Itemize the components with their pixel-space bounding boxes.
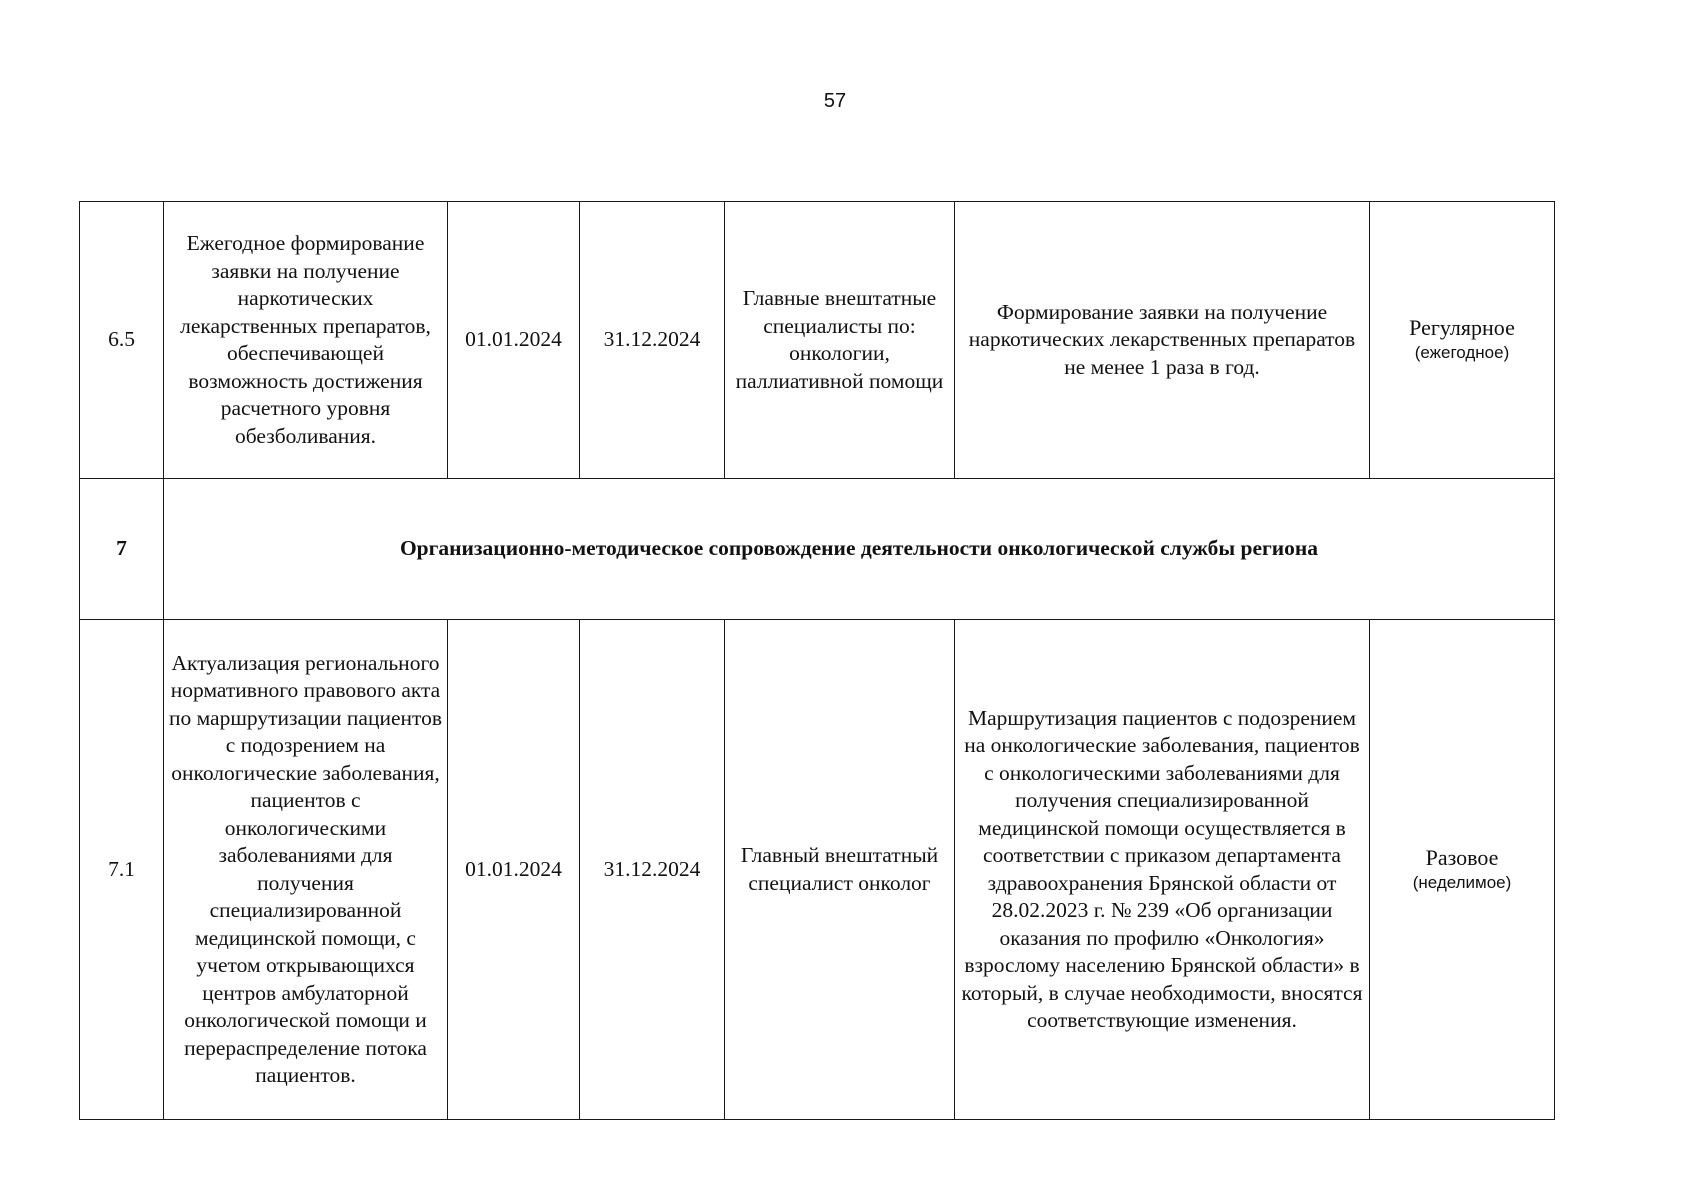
result-cell: Маршрутизация пациентов с подозрением на онкологические заболевания, пациентов с онкологическими заболеваниями для получения специализированной медицинской помощи осуществляется в соответствии с приказом департамента здравоохранения Брянской области от 28.02.2023 г. № 239 «Об организации оказания по профилю «Онкология» взрослому населению Брянской области» в который, в случае необходимости, вносятся соответствующие изменения.	[955, 620, 1370, 1120]
end-date-cell: 31.12.2024	[580, 620, 725, 1120]
frequency-label: Регулярное	[1409, 315, 1515, 340]
frequency-cell	[1370, 202, 1555, 479]
frequency-note: (неделимое)	[1412, 872, 1512, 892]
section-title: Организационно-методическое сопровождение деятельности онкологической службы региона	[164, 479, 1555, 620]
end-date-cell: 31.12.2024	[580, 202, 725, 479]
section-row	[80, 479, 1555, 620]
responsible-cell: Главные внештатные специалисты по: онкологии, паллиативной помощи	[725, 202, 955, 479]
table-row	[80, 620, 1555, 1120]
table-row	[80, 202, 1555, 479]
page-number: 57	[823, 90, 847, 112]
activity-cell: Актуализация регионального нормативного правового акта по маршрутизации пациентов с подозрением на онкологические заболевания, пациентов с онкологическими заболеваниями для получения специализированной медицинской помощи, с учетом открывающихся центров амбулаторной онкологической помощи и перераспределение потока пациентов.	[164, 620, 448, 1120]
row-number: 6.5	[80, 202, 164, 479]
frequency-label: Разовое	[1425, 844, 1499, 870]
responsible-cell: Главный внештатный специалист онколог	[725, 620, 955, 1120]
section-number: 7	[80, 479, 164, 620]
plan-table	[79, 201, 1555, 1120]
row-number: 7.1	[80, 620, 164, 1120]
frequency-cell	[1370, 620, 1555, 1120]
activity-cell: Ежегодное формирование заявки на получение наркотических лекарственных препаратов, обеспечивающей возможность достижения расчетного уровня обезболивания.	[164, 202, 448, 479]
frequency-note: (ежегодное)	[1414, 343, 1510, 362]
result-cell: Формирование заявки на получение наркотических лекарственных препаратов не менее 1 раза в год.	[955, 202, 1370, 479]
start-date-cell: 01.01.2024	[448, 202, 580, 479]
start-date-cell: 01.01.2024	[448, 620, 580, 1120]
